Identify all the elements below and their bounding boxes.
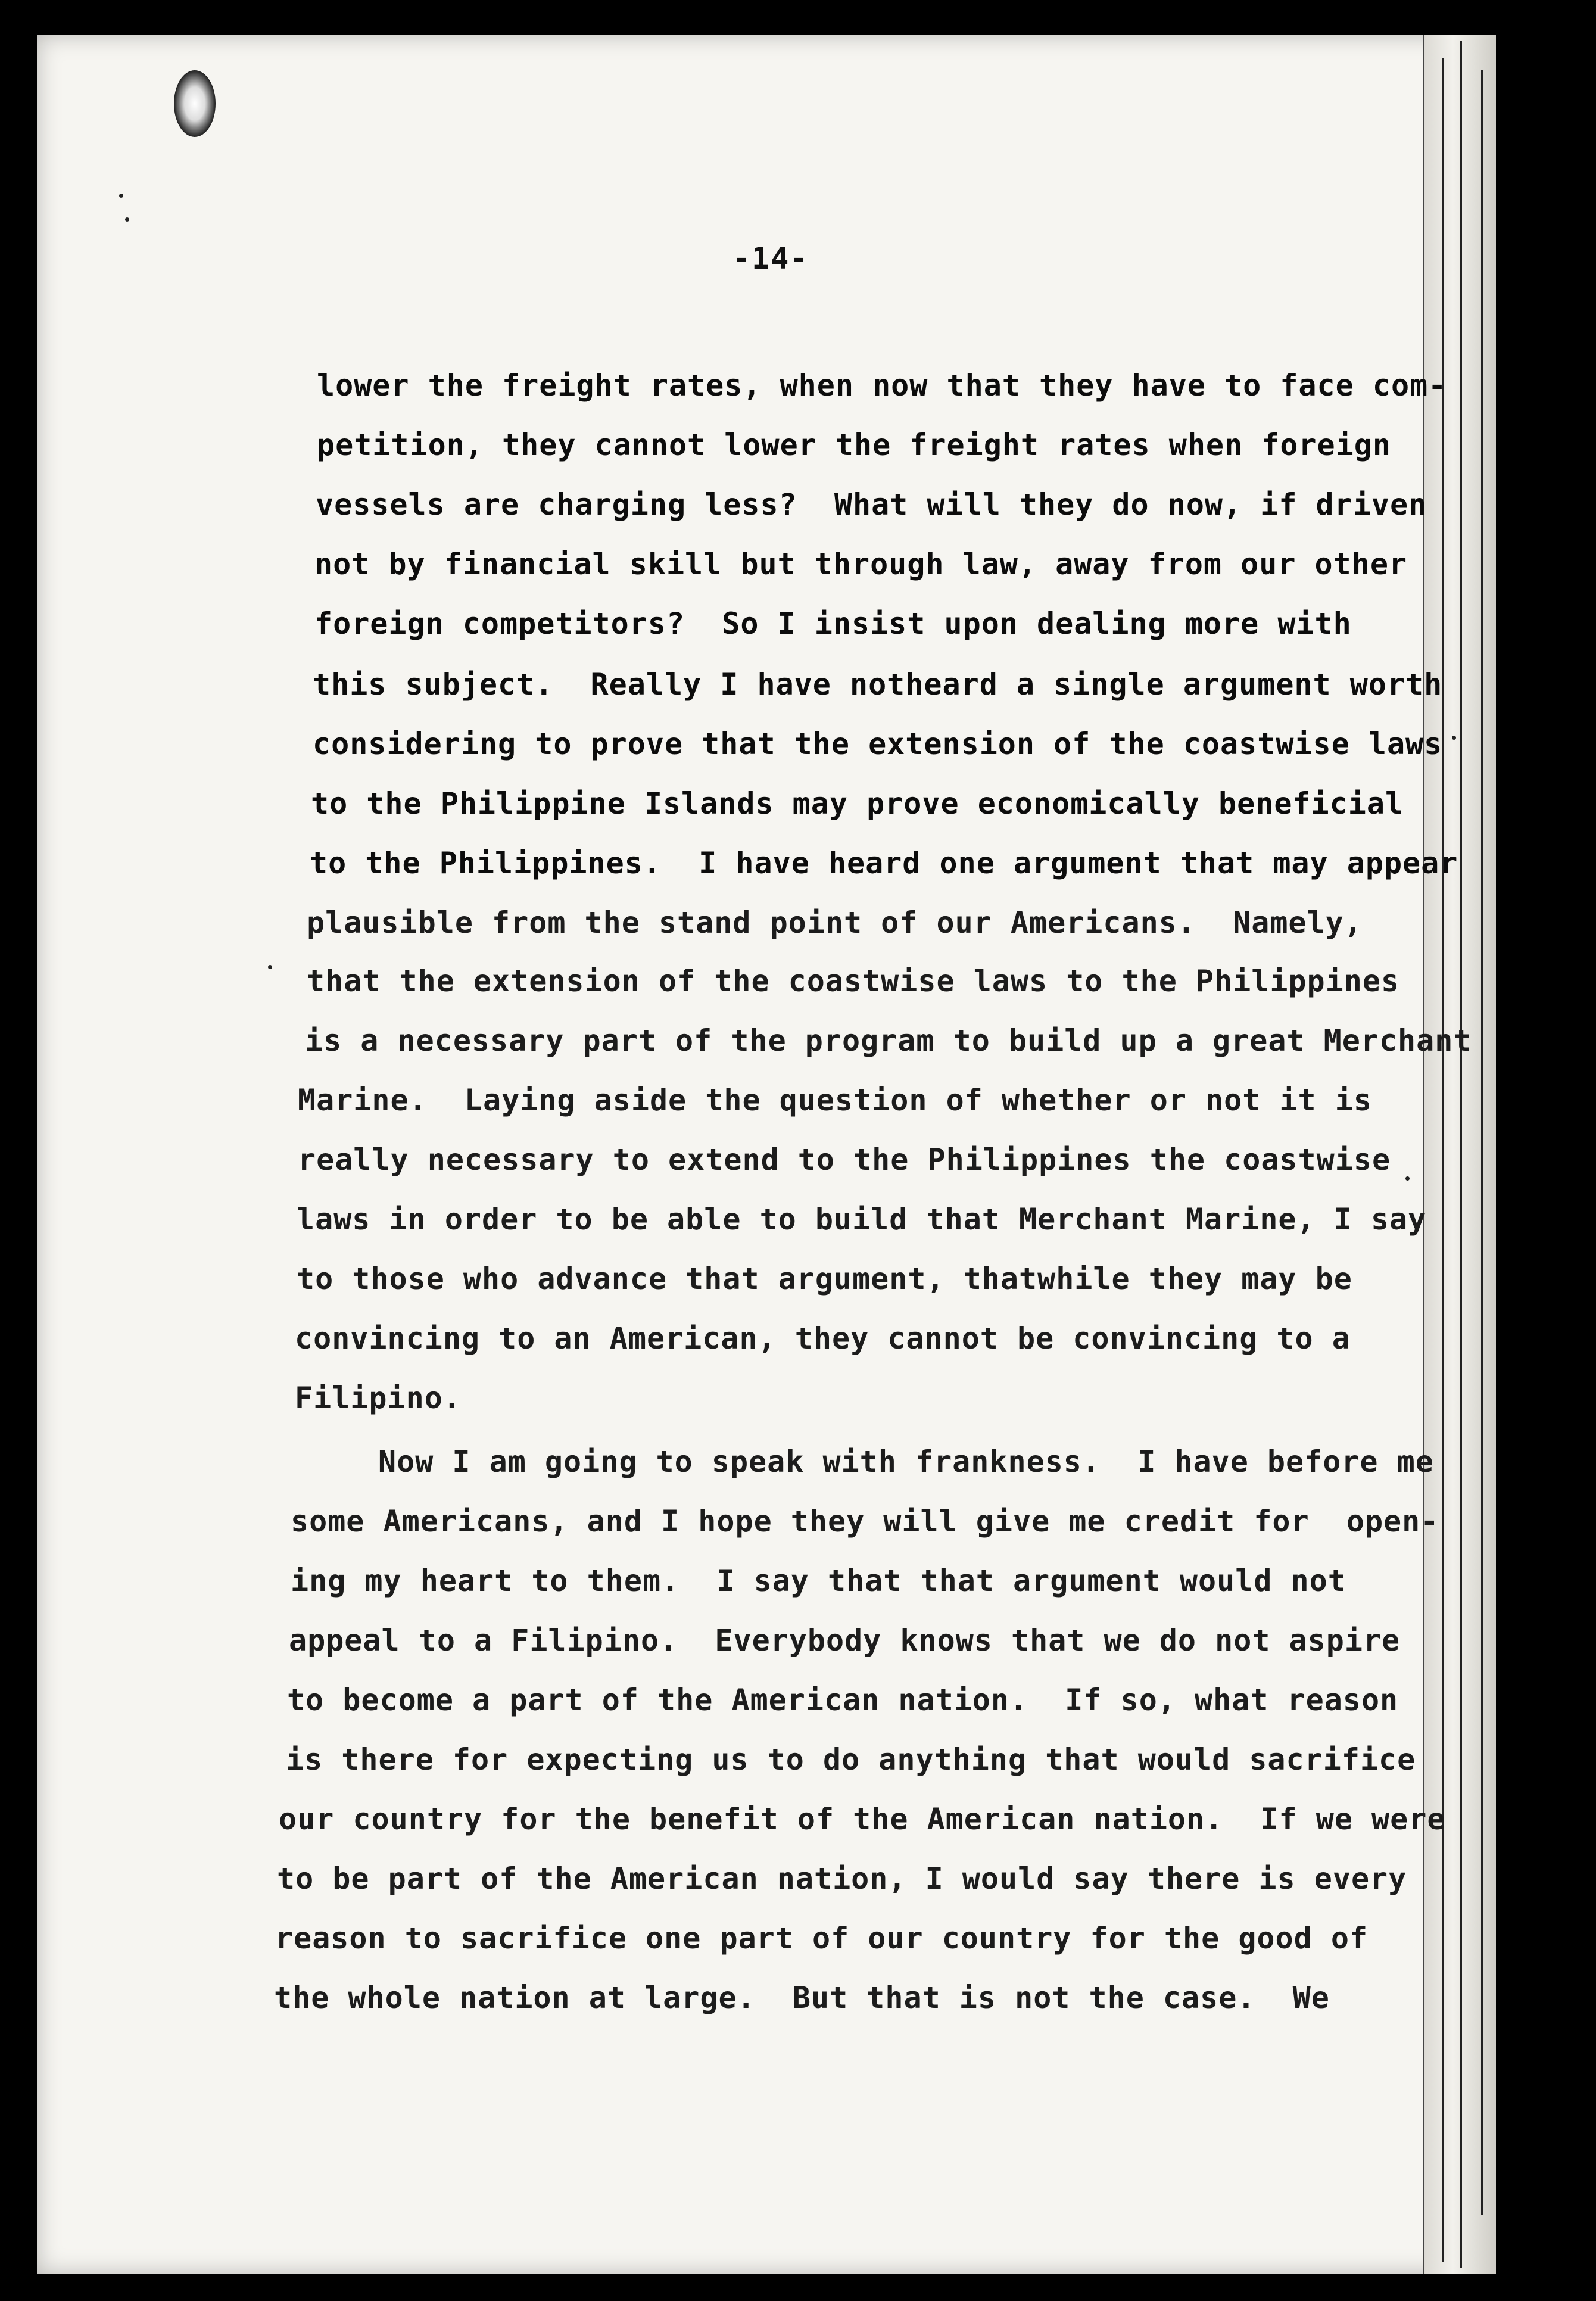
text-line: foreign competitors? So I insist upon dealing more with — [314, 606, 1352, 641]
text-line: the whole nation at large. But that is not the case. We — [274, 1981, 1330, 2015]
text-line: this subject. Really I have notheard a single argument worth — [313, 667, 1443, 702]
speck — [1405, 1176, 1410, 1181]
text-line: ing my heart to them. I say that that argument would not — [291, 1564, 1346, 1598]
text-line: Filipino. — [295, 1381, 462, 1415]
text-line: Now I am going to speak with frankness. I have before me — [378, 1444, 1434, 1479]
text-line: to the Philippine Islands may prove economically beneficial — [311, 786, 1404, 821]
text-line: is a necessary part of the program to build up a great Merchant — [305, 1023, 1472, 1058]
speck — [119, 194, 123, 198]
text-line: to those who advance that argument, thatwhile they may be — [297, 1262, 1352, 1296]
text-line: plausible from the stand point of our Americans. Namely, — [307, 905, 1363, 940]
punch-hole — [174, 70, 216, 137]
speck — [1452, 736, 1456, 740]
text-line: appeal to a Filipino. Everybody knows that we do not aspire — [289, 1623, 1401, 1658]
speck — [268, 965, 272, 969]
page-edge-line — [1481, 70, 1483, 2215]
text-line: is there for expecting us to do anything that would sacrifice — [286, 1742, 1416, 1777]
text-line: not by financial skill but through law, away from our other — [314, 547, 1408, 581]
text-line: Marine. Laying aside the question of whether or not it is — [298, 1083, 1372, 1117]
text-line: that the extension of the coastwise laws to the Philippines — [307, 964, 1400, 998]
text-line: to be part of the American nation, I would say there is every — [277, 1861, 1407, 1896]
text-line: to become a part of the American nation. If so, what reason — [287, 1683, 1399, 1717]
text-line: considering to prove that the extension of the coastwise laws — [313, 727, 1443, 761]
text-line: vessels are charging less? What will they do now, if driven — [316, 487, 1427, 522]
text-line: our country for the benefit of the American nation. If we were — [279, 1802, 1446, 1836]
text-line: to the Philippines. I have heard one argument that may appear — [310, 846, 1458, 880]
page-number: -14- — [732, 241, 809, 276]
text-line: lower the freight rates, when now that they have to face com- — [317, 368, 1447, 403]
text-line: petition, they cannot lower the freight rates when foreign — [317, 428, 1391, 462]
text-line: laws in order to be able to build that Merchant Marine, I say — [297, 1202, 1427, 1237]
page-edge-line — [1460, 41, 1462, 2268]
text-line: reason to sacrifice one part of our country for the good of — [275, 1921, 1369, 1956]
text-line: really necessary to extend to the Philippines the coastwise — [298, 1142, 1391, 1177]
text-line: some Americans, and I hope they will give me credit for open- — [291, 1504, 1439, 1539]
text-line: convincing to an American, they cannot be convincing to a — [295, 1321, 1351, 1356]
speck — [125, 217, 129, 222]
